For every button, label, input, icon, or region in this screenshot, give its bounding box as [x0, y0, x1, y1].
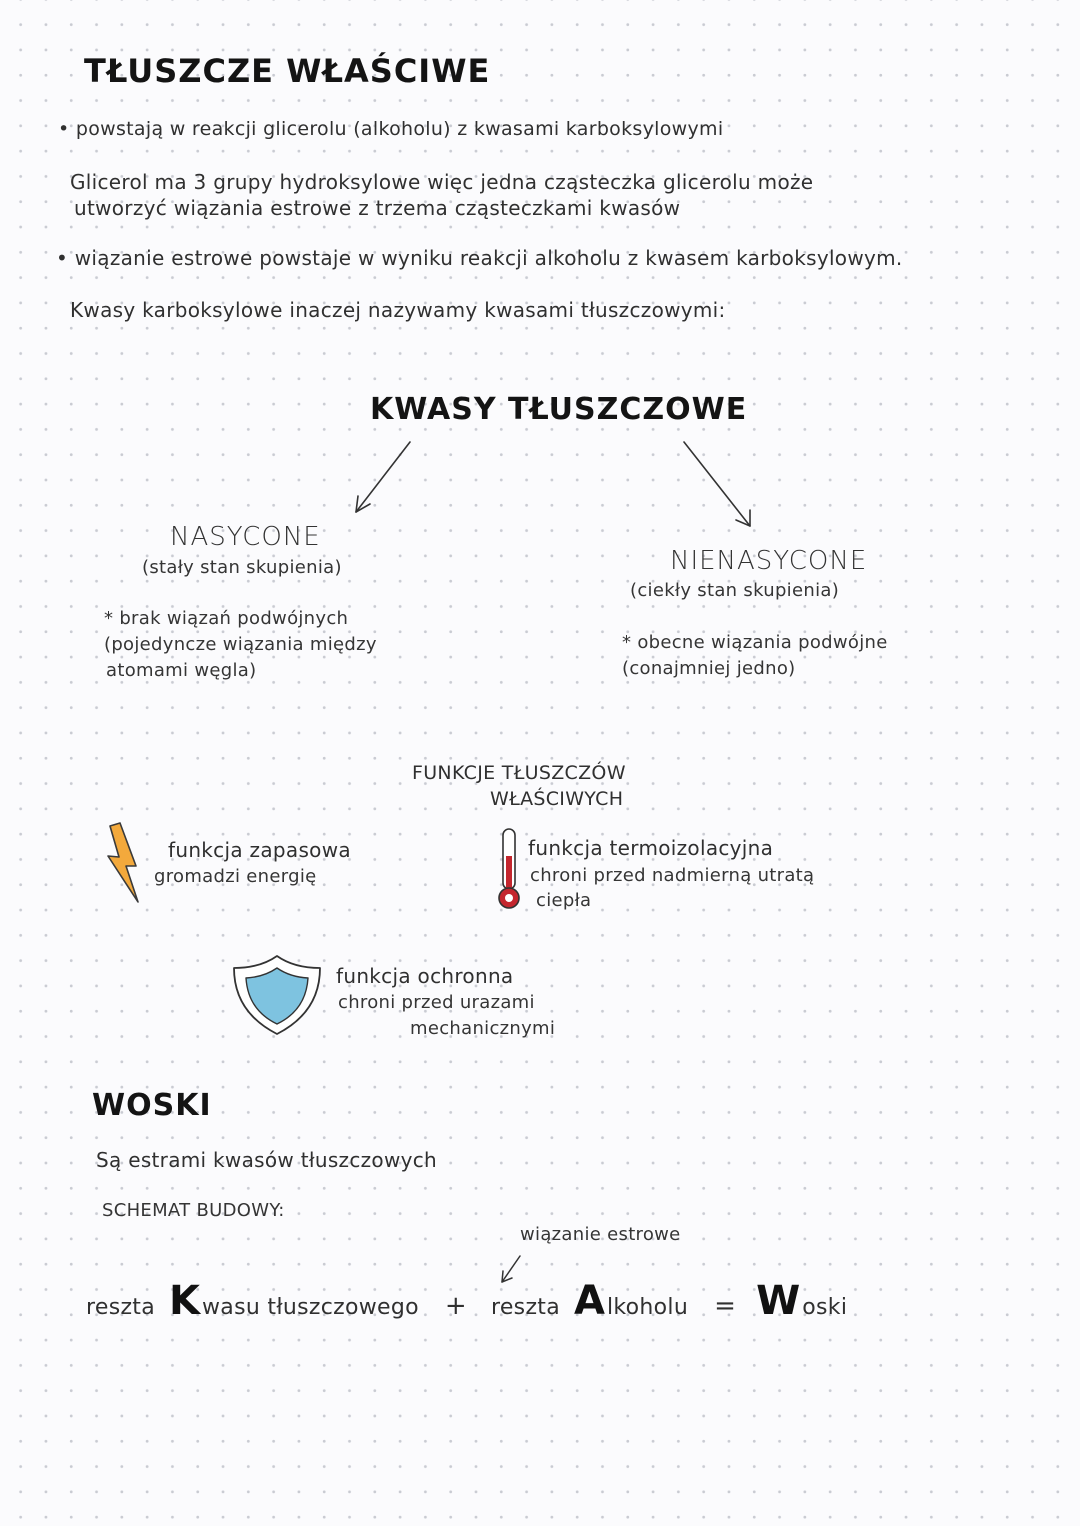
- formula-rest-2: lkoholu: [606, 1295, 689, 1320]
- functions-title-line2: WŁAŚCIWYCH: [490, 788, 624, 810]
- storage-desc: gromadzi energię: [154, 866, 317, 887]
- protective-title: funkcja ochronna: [336, 964, 514, 988]
- saturated-note-line3: atomami węgla): [106, 660, 257, 681]
- formula-letter-a: A: [574, 1278, 605, 1324]
- thermometer-icon: [494, 826, 524, 912]
- unsaturated-state: (ciekły stan skupienia): [630, 580, 840, 601]
- glycerol-paragraph-line2: utworzyć wiązania estrowe z trzema cząsteczkami kwasów: [74, 196, 681, 220]
- formula-rest-1: wasu tłuszczowego: [202, 1295, 419, 1320]
- lightning-icon: [102, 820, 144, 906]
- fatty-acids-line: Kwasy karboksylowe inaczej nazywamy kwasami tłuszczowymi:: [70, 298, 726, 322]
- arrow-left: [356, 442, 410, 512]
- formula-prefix-1: reszta: [86, 1295, 156, 1320]
- thermal-title: funkcja termoizolacyjna: [528, 836, 774, 860]
- protective-desc-line1: chroni przed urazami: [338, 992, 535, 1013]
- fatty-acids-title: KWASY TŁUSZCZOWE: [370, 392, 748, 427]
- unsaturated-title: NIENASYCONE: [670, 546, 868, 576]
- thermal-desc-line2: ciepła: [536, 890, 592, 911]
- formula-rest-3: oski: [802, 1295, 848, 1320]
- bullet-reaction: • powstają w reakcji glicerolu (alkoholu) z kwasami karboksylowymi: [58, 118, 724, 140]
- storage-title: funkcja zapasowa: [168, 838, 351, 862]
- branch-arrows: [340, 436, 770, 536]
- formula-letter-k: K: [169, 1278, 201, 1324]
- wax-formula: [86, 1278, 847, 1328]
- saturated-title: NASYCONE: [170, 522, 321, 552]
- saturated-note-line1: * brak wiązań podwójnych: [104, 608, 349, 629]
- schema-label: SCHEMAT BUDOWY:: [102, 1200, 285, 1221]
- formula-equals: =: [714, 1291, 737, 1321]
- thermal-desc-line1: chroni przed nadmierną utratą: [530, 865, 815, 886]
- saturated-note-line2: (pojedyncze wiązania między: [104, 634, 377, 655]
- page-title: TŁUSZCZE WŁAŚCIWE: [84, 52, 491, 90]
- functions-title-line1: FUNKCJE TŁUSZCZÓW: [412, 762, 626, 784]
- formula-plus: +: [444, 1291, 467, 1321]
- waxes-title: WOSKI: [92, 1088, 212, 1123]
- bullet-ester-bond: • wiązanie estrowe powstaje w wyniku reakcji alkoholu z kwasem karboksylowym.: [56, 246, 903, 270]
- unsaturated-note-line2: (conajmniej jedno): [622, 658, 796, 679]
- arrow-right: [684, 442, 750, 526]
- protective-desc-line2: mechanicznymi: [410, 1018, 556, 1039]
- shield-icon: [230, 952, 324, 1038]
- unsaturated-note-line1: * obecne wiązania podwójne: [622, 632, 888, 653]
- formula-prefix-2: reszta: [490, 1295, 560, 1320]
- bond-label: wiązanie estrowe: [520, 1224, 681, 1245]
- glycerol-paragraph-line1: Glicerol ma 3 grupy hydroksylowe więc jedna cząsteczka glicerolu może: [70, 170, 814, 194]
- waxes-definition: Są estrami kwasów tłuszczowych: [96, 1148, 438, 1172]
- saturated-state: (stały stan skupienia): [142, 557, 342, 578]
- formula-letter-w: W: [756, 1278, 801, 1324]
